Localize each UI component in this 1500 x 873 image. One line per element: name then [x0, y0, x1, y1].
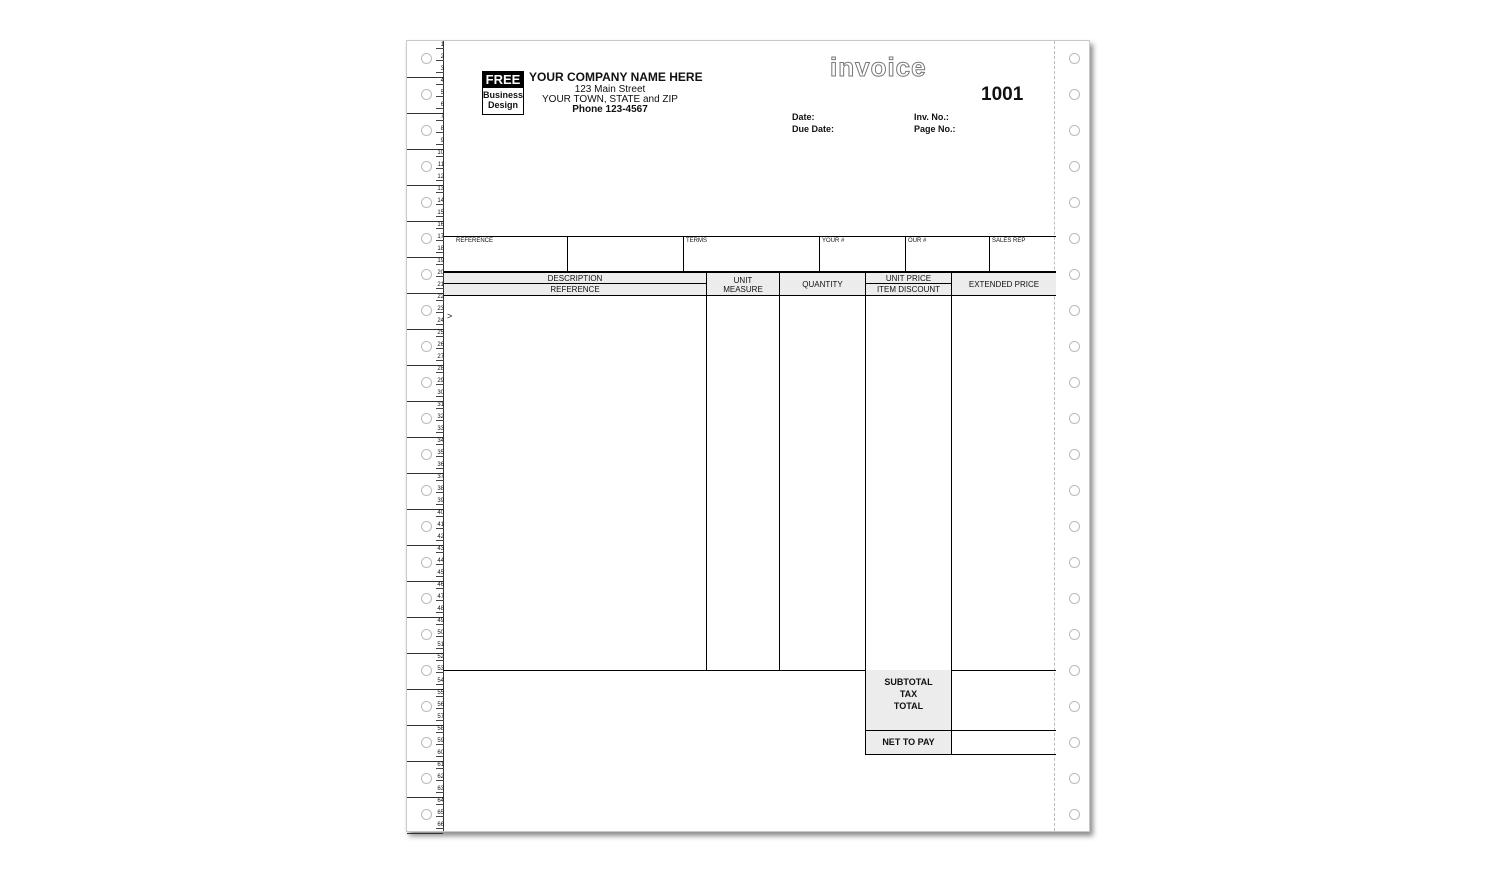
line-number: 36	[437, 462, 444, 468]
line-number: 46	[437, 582, 444, 588]
tractor-hole	[1069, 737, 1080, 748]
line-number: 64	[437, 798, 444, 804]
tractor-hole	[421, 377, 432, 388]
tractor-hole	[1069, 449, 1080, 460]
line-number: 1	[436, 42, 444, 49]
line-number: 65	[437, 810, 444, 816]
logo-free: FREE	[483, 72, 523, 88]
line-number: 38	[437, 486, 444, 492]
line-number: 12	[437, 174, 444, 180]
line-number: 56	[437, 702, 444, 708]
line-number: 43	[437, 546, 444, 552]
col-reference-header	[444, 284, 706, 296]
col-quantity-label: QUANTITY	[802, 280, 843, 289]
tractor-hole	[421, 125, 432, 136]
line-number: 61	[437, 762, 444, 768]
tractor-hole	[421, 413, 432, 424]
total-label: TOTAL	[893, 701, 924, 711]
tractor-hole	[421, 485, 432, 496]
col-item-discount-label: ITEM DISCOUNT	[876, 285, 941, 294]
tractor-hole	[421, 449, 432, 460]
col-extended-label: EXTENDED PRICE	[968, 280, 1040, 289]
line-number: 6	[436, 102, 444, 109]
line-number: 19	[437, 258, 444, 264]
tractor-hole	[1069, 197, 1080, 208]
inv-no-label: Inv. No.:	[914, 112, 949, 122]
info-terms	[684, 236, 820, 272]
line-number: 34	[437, 438, 444, 444]
line-number: 11	[437, 162, 444, 168]
line-number: 18	[437, 246, 444, 252]
tractor-hole	[1069, 629, 1080, 640]
line-number: 2	[436, 54, 444, 61]
tractor-hole	[1069, 701, 1080, 712]
tractor-hole	[421, 305, 432, 316]
tractor-hole	[1069, 161, 1080, 172]
net-to-pay-label-box	[865, 731, 951, 755]
net-to-pay-label: NET TO PAY	[882, 737, 935, 747]
tractor-hole	[421, 665, 432, 676]
col-unit-measure-header	[706, 272, 779, 296]
tractor-hole	[1069, 485, 1080, 496]
info-your	[820, 236, 906, 272]
tractor-hole	[1069, 665, 1080, 676]
tractor-hole	[421, 629, 432, 640]
company-city: YOUR TOWN, STATE and ZIP	[542, 94, 678, 105]
totals-values-box	[951, 670, 1056, 731]
line-number: 27	[437, 354, 444, 360]
tractor-hole	[1069, 809, 1080, 820]
body-divider-3	[865, 296, 866, 670]
line-number: 41	[437, 522, 444, 528]
line-number: 15	[437, 210, 444, 216]
tractor-hole	[421, 233, 432, 244]
line-number: 24	[437, 318, 444, 324]
info-sales-label: SALES REP	[992, 238, 1026, 244]
tractor-hole	[1069, 53, 1080, 64]
tractor-hole	[1069, 89, 1080, 100]
line-number: 33	[437, 426, 444, 432]
net-to-pay-value-box	[951, 731, 1056, 755]
line-number: 25	[437, 330, 444, 336]
tractor-hole	[421, 269, 432, 280]
line-number: 45	[437, 570, 444, 576]
logo-business: Business	[483, 90, 524, 100]
info-sales	[990, 236, 1056, 272]
tractor-hole	[421, 53, 432, 64]
col-measure-label: MEASURE	[723, 285, 763, 294]
invoice-title: invoice	[830, 52, 927, 82]
line-number: 10	[437, 150, 444, 156]
line-number: 35	[437, 450, 444, 456]
line-number: 57	[437, 714, 444, 720]
due-date-label: Due Date:	[792, 124, 835, 134]
logo-design: Design	[487, 100, 518, 110]
line-number: 44	[437, 558, 444, 564]
col-description-header	[444, 272, 706, 284]
line-number: 22	[437, 294, 444, 300]
info-reference-label: REFERENCE	[456, 238, 494, 244]
tractor-hole	[1069, 521, 1080, 532]
info-reference	[444, 236, 568, 272]
line-number: 48	[437, 606, 444, 612]
line-number: 17	[437, 234, 444, 240]
line-number: 14	[437, 198, 444, 204]
info-our-label: OUR #	[908, 238, 927, 244]
tractor-hole	[1069, 377, 1080, 388]
line-number: 47	[437, 594, 444, 600]
line-number: 21	[437, 282, 444, 288]
body-divider-1	[706, 296, 707, 670]
tractor-hole	[1069, 593, 1080, 604]
logo-box	[482, 71, 524, 115]
company-phone: Phone 123-4567	[572, 104, 648, 115]
col-extended-header	[951, 272, 1056, 296]
tractor-hole	[1069, 413, 1080, 424]
col-item-discount-header	[865, 284, 951, 296]
row-marker: >	[447, 311, 453, 321]
tractor-hole	[421, 773, 432, 784]
line-number: 23	[437, 306, 444, 312]
line-number: 54	[437, 678, 444, 684]
company-street: 123 Main Street	[574, 84, 646, 95]
tractor-hole	[1069, 305, 1080, 316]
tractor-hole	[421, 809, 432, 820]
col-quantity-header	[779, 272, 865, 296]
line-number: 4	[436, 78, 444, 85]
tractor-hole	[421, 161, 432, 172]
line-number: 28	[437, 366, 444, 372]
tractor-hole	[421, 557, 432, 568]
tractor-hole	[421, 593, 432, 604]
tractor-hole	[421, 89, 432, 100]
tractor-hole	[1069, 233, 1080, 244]
tractor-hole	[1069, 269, 1080, 280]
line-number: 51	[437, 642, 444, 648]
col-unit-price-header	[865, 272, 951, 284]
col-description-label: DESCRIPTION	[547, 274, 603, 283]
line-number: 5	[436, 90, 444, 97]
line-number: 58	[437, 726, 444, 732]
line-number: 31	[437, 402, 444, 408]
info-your-label: YOUR #	[822, 238, 845, 244]
tractor-hole	[421, 737, 432, 748]
invoice-number: 1001	[981, 84, 1024, 105]
line-number: 53	[437, 666, 444, 672]
subtotal-label: SUBTOTAL	[884, 677, 933, 687]
col-unit-label: UNIT	[733, 276, 753, 285]
body-divider-2	[779, 296, 780, 670]
line-number: 62	[437, 774, 444, 780]
col-unit-price-label: UNIT PRICE	[885, 274, 932, 283]
col-reference-label: REFERENCE	[550, 285, 600, 294]
tractor-hole	[421, 701, 432, 712]
info-blank	[568, 236, 684, 272]
line-number: 30	[437, 390, 444, 396]
line-number: 39	[437, 498, 444, 504]
line-number: 59	[437, 738, 444, 744]
line-number: 60	[437, 750, 444, 756]
tax-label: TAX	[899, 689, 918, 699]
left-tractor-strip	[407, 41, 444, 831]
line-number: 20	[437, 270, 444, 276]
line-number: 52	[437, 654, 444, 660]
line-number: 50	[437, 630, 444, 636]
line-number: 7	[436, 114, 444, 121]
info-our	[906, 236, 990, 272]
line-number: 49	[437, 618, 444, 624]
line-number: 8	[436, 126, 444, 133]
line-number: 66	[437, 822, 444, 828]
tractor-hole	[421, 521, 432, 532]
line-number: 37	[437, 474, 444, 480]
date-label: Date:	[792, 112, 815, 122]
line-number: 42	[437, 534, 444, 540]
info-terms-label: TERMS	[686, 238, 707, 244]
tractor-hole	[1069, 125, 1080, 136]
line-number: 32	[437, 414, 444, 420]
line-number: 29	[437, 378, 444, 384]
line-number: 26	[437, 342, 444, 348]
strip-tick	[407, 833, 443, 834]
line-number: 40	[437, 510, 444, 516]
line-number: 9	[436, 138, 444, 145]
line-number: 16	[437, 222, 444, 228]
company-name: YOUR COMPANY NAME HERE	[529, 70, 703, 84]
right-tractor-strip	[1054, 41, 1089, 831]
body-divider-4	[951, 296, 952, 670]
line-number: 55	[437, 690, 444, 696]
line-number: 3	[436, 66, 444, 73]
line-number: 63	[437, 786, 444, 792]
tractor-hole	[1069, 557, 1080, 568]
tractor-hole	[1069, 773, 1080, 784]
tractor-hole	[421, 341, 432, 352]
line-number: 13	[437, 186, 444, 192]
tractor-hole	[1069, 341, 1080, 352]
page-no-label: Page No.:	[914, 124, 956, 134]
totals-labels-box	[865, 670, 951, 731]
tractor-hole	[421, 197, 432, 208]
